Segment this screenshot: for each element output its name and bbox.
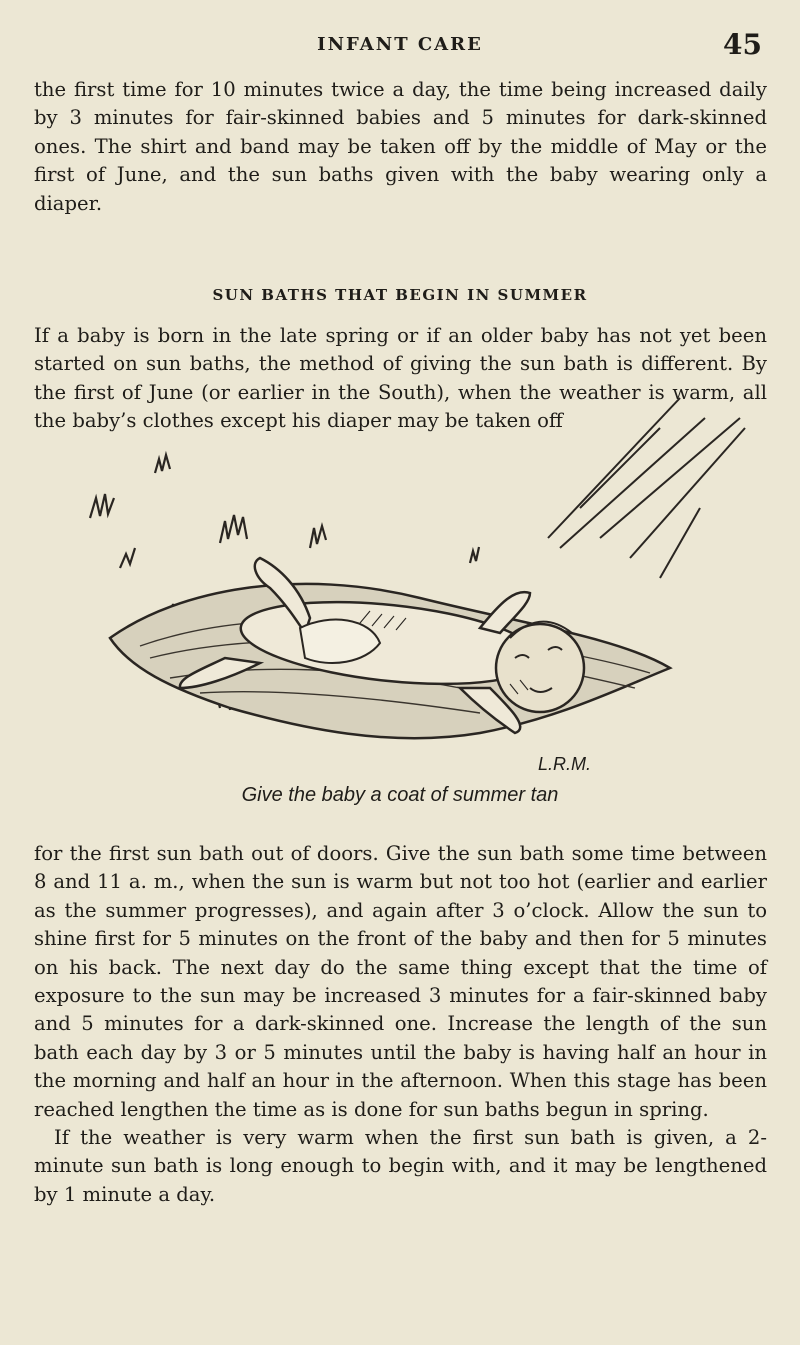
- sun-rays: [548, 398, 745, 578]
- illustration-baby-sunbath: [60, 388, 760, 780]
- illustrator-signature: L.R.M.: [538, 754, 592, 774]
- baby-sunbath-drawing: [60, 388, 760, 780]
- paragraph-sun-bath-spring: the first time for 10 minutes twice a day, the time being increased daily by 3 minutes for fair-skinned babies and 5 minutes for dark-skinned ones. The shirt and band may be taken off by the middle of May or the first of June, and the sun baths given with the baby wearing only a diaper.: [34, 78, 767, 215]
- page-number: 45: [723, 28, 762, 61]
- section-heading: SUN BATHS THAT BEGIN IN SUMMER: [212, 286, 588, 304]
- paragraph-summer-method-text: for the first sun bath out of doors. Give the sun bath some time between 8 and 11 a. m., when the sun is warm but not too hot (earlier and earlier as the summer progresses), and again after 3 o’clock. Allow the sun to shine first for 5 minutes on the front of the baby and then for 5 minutes on his back. The next day do the same thing except that the time of exposure to the sun may be increased 3 minutes for a fair-skinned baby and 5 minutes for a dark-skinned one. Increase the length of the sun bath each day by 3 or 5 minutes until the baby is having half an hour in the morning and half an hour in the afternoon. When this stage has been reached lengthen the time as is done for sun baths begun in spring.: [34, 842, 767, 1121]
- running-title: INFANT CARE: [317, 34, 483, 55]
- paragraph-warm-weather-text: If the weather is very warm when the first sun bath is given, a 2-minute sun bath is long enough to begin with, and it may be lengthened by 1 minute a day.: [34, 1126, 767, 1206]
- baby-head: [496, 624, 584, 712]
- running-head: [34, 28, 766, 68]
- figure-caption: Give the baby a coat of summer tan: [241, 784, 559, 806]
- paragraph-summer-method: [34, 840, 767, 1209]
- paragraph-summer-intro: If a baby is born in the late spring or if an older baby has not yet been started on sun baths, the method of giving the sun bath is different. By the first of June (or earlier in the South), when the weather is warm, all the baby’s clothes except his diaper may be taken off: [34, 324, 767, 433]
